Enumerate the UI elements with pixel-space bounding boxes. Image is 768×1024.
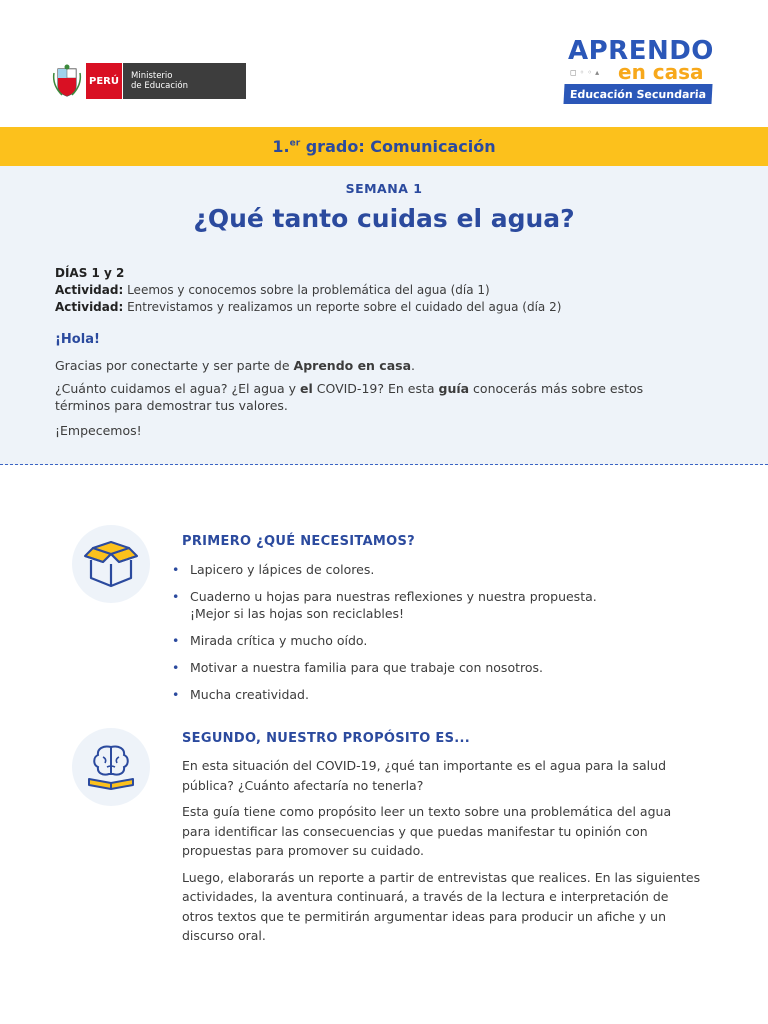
p1-bold: Aprendo en casa [293, 358, 412, 373]
greeting: ¡Hola! [55, 332, 100, 347]
days-block [55, 265, 561, 316]
section-1-heading: PRIMERO ¿QUÉ NECESITAMOS? [182, 534, 416, 549]
p1-text: Gracias por conectarte y ser parte de [55, 358, 294, 373]
intro-paragraph-3: ¡Empecemos! [55, 423, 142, 438]
brand-subtitle: en casa [618, 60, 704, 84]
section-2-heading: SEGUNDO, NUESTRO PROPÓSITO ES... [182, 731, 470, 746]
intro-paragraph-1 [55, 357, 695, 374]
activity-label: Actividad: [55, 300, 124, 314]
p2-bold-a: el [299, 381, 313, 396]
list-item: • Mirada crítica y mucho oído. [178, 632, 618, 649]
ministry-line-2: de Educación [131, 81, 188, 91]
materials-list [178, 561, 618, 713]
p2-text-c: conocerás más sobre estos términos para demostrar tus valores. [55, 381, 644, 413]
intro-paragraph-2 [55, 380, 665, 414]
country-label: PERÚ [86, 63, 122, 99]
p1-end: . [411, 358, 416, 373]
ministry-label [122, 63, 246, 99]
activity-1-text: Leemos y conocemos sobre la problemática del agua (día 1) [123, 283, 490, 297]
purpose-text [182, 756, 702, 953]
activity-2-text: Entrevistamos y realizamos un reporte sobre el cuidado del agua (día 2) [123, 300, 562, 314]
peru-coat-of-arms-icon [52, 63, 82, 99]
brain-icon-circle [72, 728, 150, 806]
activity-label: Actividad: [55, 283, 124, 297]
brand-ribbon: Educación Secundaria [563, 84, 712, 104]
list-item: • Lapicero y lápices de colores. [178, 561, 618, 578]
list-item: • Motivar a nuestra familia para que trabaje con nosotros. [178, 659, 618, 676]
week-label: SEMANA 1 [345, 181, 423, 196]
purpose-paragraph-2: Esta guía tiene como propósito leer un texto sobre una problemática del agua para identificar las consecuencias y que puedas manifestar tu opinión con propuestas para promover su cuidado. [182, 804, 672, 858]
page-title: ¿Qué tanto cuidas el agua? [193, 204, 575, 233]
open-box-icon [79, 536, 143, 592]
p2-text-a: ¿Cuánto cuidamos el agua? ¿El agua y [55, 381, 300, 396]
grade-number: 1. [272, 137, 290, 156]
activity-2 [55, 299, 561, 316]
activity-1 [55, 282, 561, 299]
p2-text-b: COVID-19? En esta [312, 381, 439, 396]
ministry-logo [52, 63, 246, 99]
aprendo-en-casa-logo [560, 36, 720, 106]
brand-title: APRENDO [568, 36, 714, 66]
box-icon-circle [72, 525, 150, 603]
grade-subject: grado: Comunicación [300, 137, 496, 156]
list-item: • Cuaderno u hojas para nuestras reflexiones y nuestra propuesta. ¡Mejor si las hojas son reciclables! [178, 588, 618, 622]
ministry-line-1: Ministerio [131, 71, 173, 81]
brand-dots-icon: ◻◦◦▴ [570, 68, 603, 77]
p2-bold-b: guía [438, 381, 470, 396]
purpose-paragraph-1: En esta situación del COVID-19, ¿qué tan importante es el agua para la salud pública? ¿Cuánto afectaría no tenerla? [182, 758, 667, 793]
grade-superscript: er [289, 138, 301, 149]
list-item: • Mucha creatividad. [178, 686, 618, 703]
purpose-paragraph-3: Luego, elaborarás un reporte a partir de entrevistas que realices. En las siguientes actividades, la aventura continuará, a través de la lectura e interpretación de otros textos que te permitirán argumentar ideas para producir un afiche y un discurso oral. [182, 869, 701, 943]
days-label: DÍAS 1 y 2 [55, 266, 125, 280]
section-divider [0, 464, 768, 465]
brain-book-icon [81, 739, 141, 795]
grade-band [0, 127, 768, 166]
grade-title [272, 137, 495, 156]
